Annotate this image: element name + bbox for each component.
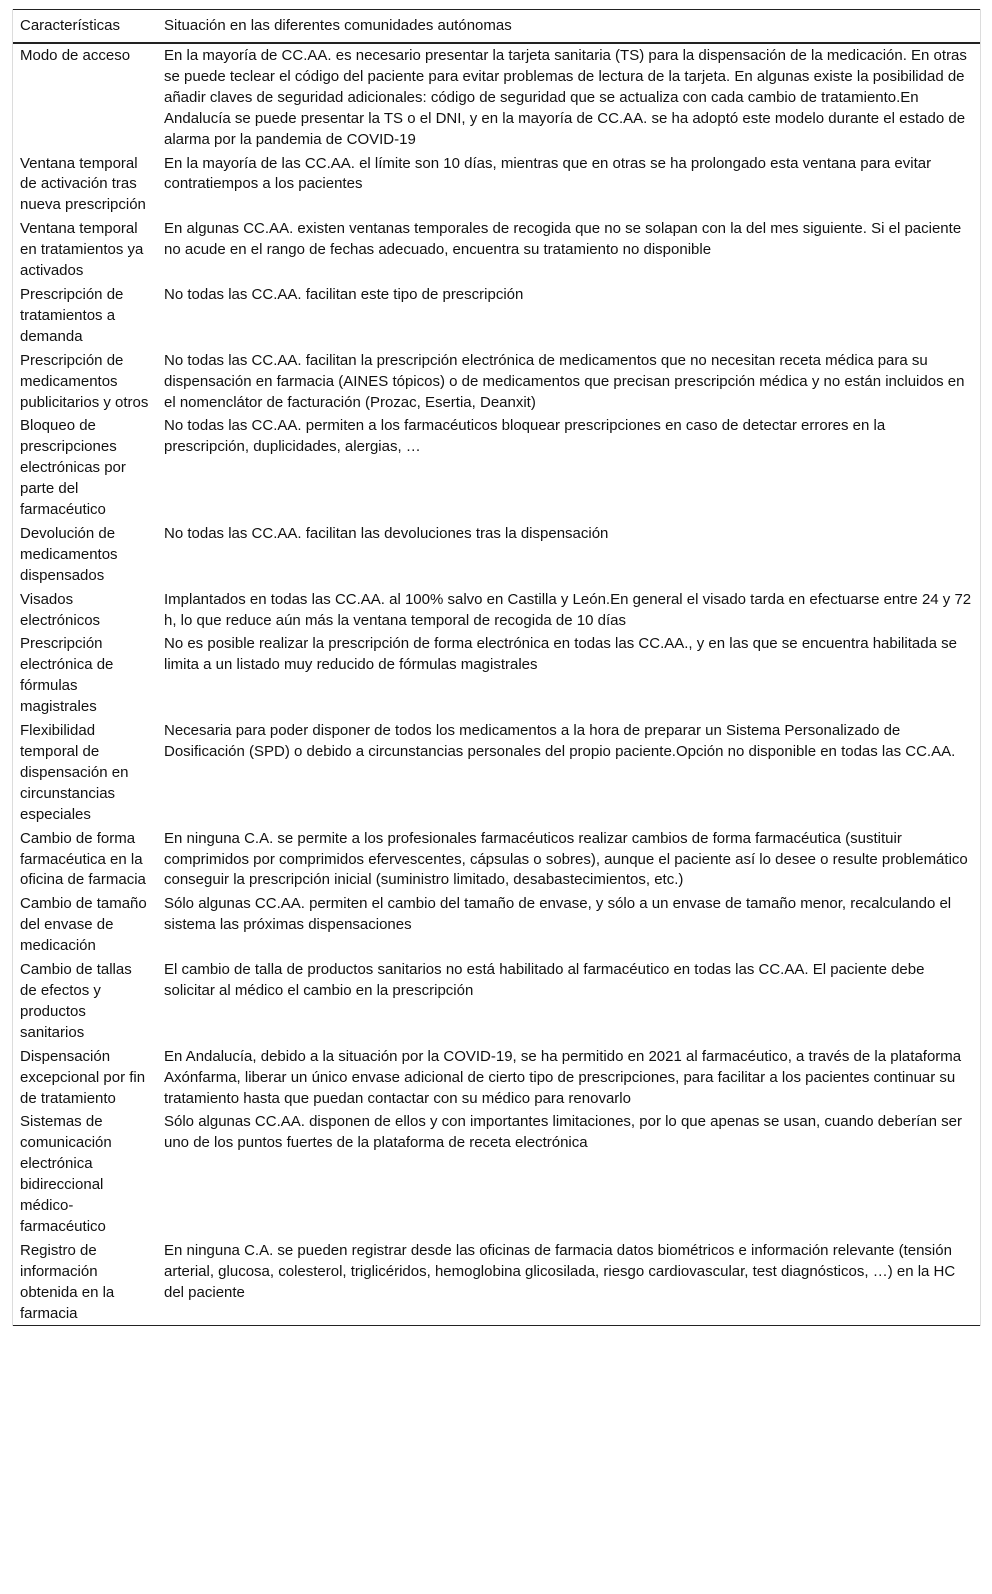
characteristics-table xyxy=(13,9,980,1326)
feature-cell: Devolución de medicamentos dispensados xyxy=(20,524,118,584)
table-row xyxy=(13,1110,980,1238)
situation-cell: No todas las CC.AA. facilitan las devoluciones tras la dispensación xyxy=(164,524,609,542)
feature-cell: Prescripción electrónica de fórmulas magistrales xyxy=(20,635,114,716)
header-characteristics: Características xyxy=(20,17,121,34)
situation-cell: En la mayoría de las CC.AA. el límite son 10 días, mientras que en otras se ha prolongado esta ventana para evitar contratiempos a los pacientes xyxy=(164,154,932,193)
table-row xyxy=(13,719,980,827)
table-body xyxy=(13,43,980,1326)
table-row xyxy=(13,632,980,719)
table-row xyxy=(13,892,980,958)
table-row xyxy=(13,1045,980,1111)
situation-cell: En ninguna C.A. se pueden registrar desde las oficinas de farmacia datos biométricos e información relevante (tensión arterial, glucosa, colesterol, triglicéridos, hemoglobina glicosilada, riesgo cardiovascular, test diagnósticos, …) en la HC del paciente xyxy=(164,1241,956,1301)
table-row xyxy=(13,43,980,152)
table-row xyxy=(13,349,980,415)
feature-cell: Ventana temporal en tratamientos ya activados xyxy=(20,220,144,280)
table-row xyxy=(13,283,980,349)
table-row xyxy=(13,1239,980,1326)
situation-cell: En algunas CC.AA. existen ventanas temporales de recogida que no se solapan con la del mes siguiente. Si el paciente no acude en el rango de fechas adecuado, encuentra su tratamiento no disponible xyxy=(164,220,962,259)
table-row xyxy=(13,152,980,218)
feature-cell: Cambio de tallas de efectos y productos sanitarios xyxy=(20,961,132,1041)
situation-cell: No todas las CC.AA. permiten a los farmacéuticos bloquear prescripciones en caso de detectar errores en la prescripción, duplicidades, alergias, … xyxy=(164,417,886,456)
feature-cell: Prescripción de tratamientos a demanda xyxy=(20,285,124,345)
table-container xyxy=(12,9,981,1326)
situation-cell: En la mayoría de CC.AA. es necesario presentar la tarjeta sanitaria (TS) para la dispensación de la medicación. En otras se puede teclear el código del paciente para evitar problemas de lectura de la tarjeta. En algunas existe la posibilidad de añadir claves de seguridad adicionales: código de seguridad que se actualiza con cada cambio de tratamiento.En Andalucía se puede presentar la TS o el DNI, y en la mayoría de CC.AA. se ha adoptó este modelo durante el estado de alarma por la pandemia de COVID-19 xyxy=(164,47,967,148)
feature-cell: Registro de información obtenida en la farmacia xyxy=(20,1241,115,1322)
table-header xyxy=(13,10,980,44)
table-row xyxy=(13,588,980,633)
situation-cell: En ninguna C.A. se permite a los profesionales farmacéuticos realizar cambios de forma farmacéutica (sustituir comprimidos por comprimidos efervescentes, cápsulas o sobres), aunque el paciente así lo desee o resulte problemático conseguir la prescripción inicial (suministro limitado, desabastecimientos, etc.) xyxy=(164,829,968,889)
feature-cell: Visados electrónicos xyxy=(20,590,101,629)
feature-cell: Modo de acceso xyxy=(20,47,131,64)
header-row xyxy=(13,10,980,44)
table-row xyxy=(13,522,980,588)
feature-cell: Flexibilidad temporal de dispensación en circunstancias especiales xyxy=(20,722,129,823)
situation-cell: El cambio de talla de productos sanitarios no está habilitado al farmacéutico en todas las CC.AA. El paciente debe solicitar al médico el cambio en la prescripción xyxy=(164,961,925,999)
situation-cell: No es posible realizar la prescripción de forma electrónica en todas las CC.AA., y en las que se encuentra habilitada se limita a un listado muy reducido de fórmulas magistrales xyxy=(164,635,957,674)
feature-cell: Dispensación excepcional por fin de tratamiento xyxy=(20,1047,146,1107)
situation-cell: Sólo algunas CC.AA. disponen de ellos y con importantes limitaciones, por lo que apenas se usan, cuando deberían ser uno de los puntos fuertes de la plataforma de receta electrónica xyxy=(164,1113,962,1152)
feature-cell: Sistemas de comunicación electrónica bidireccional médico-farmacéutico xyxy=(20,1113,112,1235)
feature-cell: Bloqueo de prescripciones electrónicas por parte del farmacéutico xyxy=(20,417,126,519)
situation-cell: No todas las CC.AA. facilitan este tipo de prescripción xyxy=(164,285,524,303)
table-row xyxy=(13,217,980,283)
situation-cell: Sólo algunas CC.AA. permiten el cambio del tamaño de envase, y sólo a un envase de tamaño menor, recalculando el sistema las próximas dispensaciones xyxy=(164,895,952,934)
feature-cell: Cambio de tamaño del envase de medicación xyxy=(20,895,147,955)
feature-cell: Cambio de forma farmacéutica en la oficina de farmacia xyxy=(20,829,146,889)
table-row xyxy=(13,958,980,1045)
situation-cell: En Andalucía, debido a la situación por la COVID-19, se ha permitido en 2021 al farmacéutico, a través de la plataforma Axónfarma, liberar un único envase adicional de cierto tipo de prescripciones, para facilitar a los pacientes continuar su tratamiento hasta que puedan contactar con su médico para renovarlo xyxy=(164,1047,962,1107)
feature-cell: Prescripción de medicamentos publicitarios y otros xyxy=(20,351,149,411)
situation-cell: Necesaria para poder disponer de todos los medicamentos a la hora de preparar un Sistema Personalizado de Dosificación (SPD) o debido a circunstancias personales del propio paciente.Opción no disponible en todas las CC.AA. xyxy=(164,722,956,760)
situation-cell: Implantados en todas las CC.AA. al 100% salvo en Castilla y León.En general el visado tarda en efectuarse entre 24 y 72 h, lo que reduce aún más la ventana temporal de recogida de 10 días xyxy=(164,590,972,629)
table-row xyxy=(13,414,980,522)
header-situation: Situación en las diferentes comunidades autónomas xyxy=(164,17,512,34)
table-row xyxy=(13,827,980,893)
feature-cell: Ventana temporal de activación tras nueva prescripción xyxy=(20,154,146,214)
situation-cell: No todas las CC.AA. facilitan la prescripción electrónica de medicamentos que no necesitan receta médica para su dispensación en farmacia (AINES tópicos) o de medicamentos que precisan prescripción médica y no están incluidos en el nomenclátor de facturación (Prozac, Esertia, Deanxit) xyxy=(164,351,965,411)
